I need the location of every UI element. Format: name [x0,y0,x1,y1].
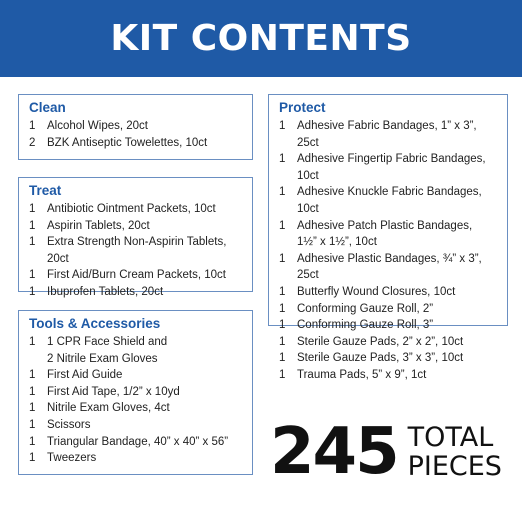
item-quantity: 1 [29,435,36,448]
section-treat [18,177,253,298]
item-quantity: 1 [279,252,286,265]
list-item [29,351,244,368]
item-quantity: 1 [29,285,36,298]
item-quantity: 1 [279,352,286,365]
item-quantity: 1 [29,236,36,249]
item-name: Adhesive Knuckle Fabric Bandages, 10ct [297,186,482,215]
item-list [29,118,244,151]
item-name: Scissors [47,418,91,431]
item-name: Alcohol Wipes, 20ct [47,120,148,132]
item-quantity [279,234,297,251]
item-list [279,118,499,384]
item-quantity: 1 [279,219,286,232]
list-item [279,251,499,284]
list-item [29,400,244,417]
list-item [29,135,244,152]
section-title: Tools & Accessories [29,316,161,331]
item-name: First Aid/Burn Cream Packets, 10ct [47,269,226,282]
list-item [279,218,499,235]
list-item [29,284,244,301]
list-item [279,184,499,217]
total-number: 245 [270,415,398,489]
item-quantity: 1 [279,285,286,298]
list-item [29,434,244,451]
list-item [279,367,499,384]
item-quantity: 1 [279,153,286,166]
total-label-line1: TOTAL [407,422,494,453]
item-quantity: 1 [29,369,36,382]
item-name: 2 Nitrile Exam Gloves [47,352,158,365]
item-quantity: 1 [29,452,36,465]
item-name: BZK Antiseptic Towelettes, 10ct [47,136,208,149]
item-name: Trauma Pads, 5” x 9”, 1ct [297,368,427,381]
list-item [279,151,499,184]
list-item [29,201,244,218]
item-name: Nitrile Exam Gloves, 4ct [47,402,170,415]
item-list [29,201,244,301]
item-quantity: 1 [279,335,286,348]
item-quantity: 1 [29,120,36,132]
item-name: Tweezers [47,452,97,465]
list-item [29,334,244,351]
list-item [279,284,499,301]
item-name: Sterile Gauze Pads, 2” x 2”, 10ct [297,335,464,348]
item-name: 1½” x 1½”, 10ct [297,236,377,249]
item-name: Conforming Gauze Roll, 3” [297,319,434,332]
item-name: Adhesive Patch Plastic Bandages, [297,219,473,232]
list-item [279,317,499,334]
list-item [29,417,244,434]
item-quantity: 1 [29,203,36,215]
list-item [279,234,499,251]
section-title: Treat [29,183,62,198]
item-name: Adhesive Plastic Bandages, ¾” x 3”, 25ct [297,252,482,282]
total-label-line2: PIECES [407,451,502,482]
item-name: Triangular Bandage, 40” x 40” x 56” [47,435,229,448]
item-name: Extra Strength Non-Aspirin Tablets, 20ct [47,236,227,265]
item-name: Ibuprofen Tablets, 20ct [47,285,164,298]
section-clean [18,94,253,160]
list-item [29,267,244,284]
section-tools-accessories [18,310,253,475]
section-protect [268,94,508,381]
item-name: Adhesive Fabric Bandages, 1” x 3”, 25ct [297,120,477,149]
section-title: Protect [279,100,326,115]
list-item [279,301,499,318]
list-item [29,234,244,267]
item-name: First Aid Tape, 1/2” x 10yd [47,385,180,398]
list-item [29,450,244,467]
item-name: Butterfly Wound Closures, 10ct [297,285,456,298]
section-title: Clean [29,100,66,115]
item-quantity: 1 [279,319,286,332]
item-name: Aspirin Tablets, 20ct [47,219,150,232]
item-quantity: 1 [29,336,36,348]
list-item [29,384,244,401]
item-quantity: 1 [29,219,36,232]
item-name: First Aid Guide [47,369,123,382]
item-quantity: 1 [279,186,286,199]
list-item [279,118,499,151]
item-name: 1 CPR Face Shield and [47,336,168,348]
item-quantity: 1 [279,302,286,315]
header-banner [0,0,522,77]
item-quantity: 1 [29,418,36,431]
item-name: Conforming Gauze Roll, 2” [297,302,434,315]
list-item [29,118,244,135]
item-name: Antibiotic Ointment Packets, 10ct [47,203,216,215]
item-quantity: 1 [279,120,286,132]
total-label [408,423,502,481]
list-item [279,350,499,367]
item-quantity: 1 [29,402,36,415]
page-title: KIT CONTENTS [110,18,412,59]
total-pieces [270,412,510,492]
item-quantity: 1 [29,269,36,282]
list-item [29,367,244,384]
item-list [29,334,244,467]
list-item [279,334,499,351]
item-name: Sterile Gauze Pads, 3” x 3”, 10ct [297,352,464,365]
item-quantity [29,351,47,368]
item-quantity: 1 [279,368,286,381]
item-name: Adhesive Fingertip Fabric Bandages, 10ct [297,153,486,182]
list-item [29,218,244,235]
item-quantity: 2 [29,136,36,149]
item-quantity: 1 [29,385,36,398]
